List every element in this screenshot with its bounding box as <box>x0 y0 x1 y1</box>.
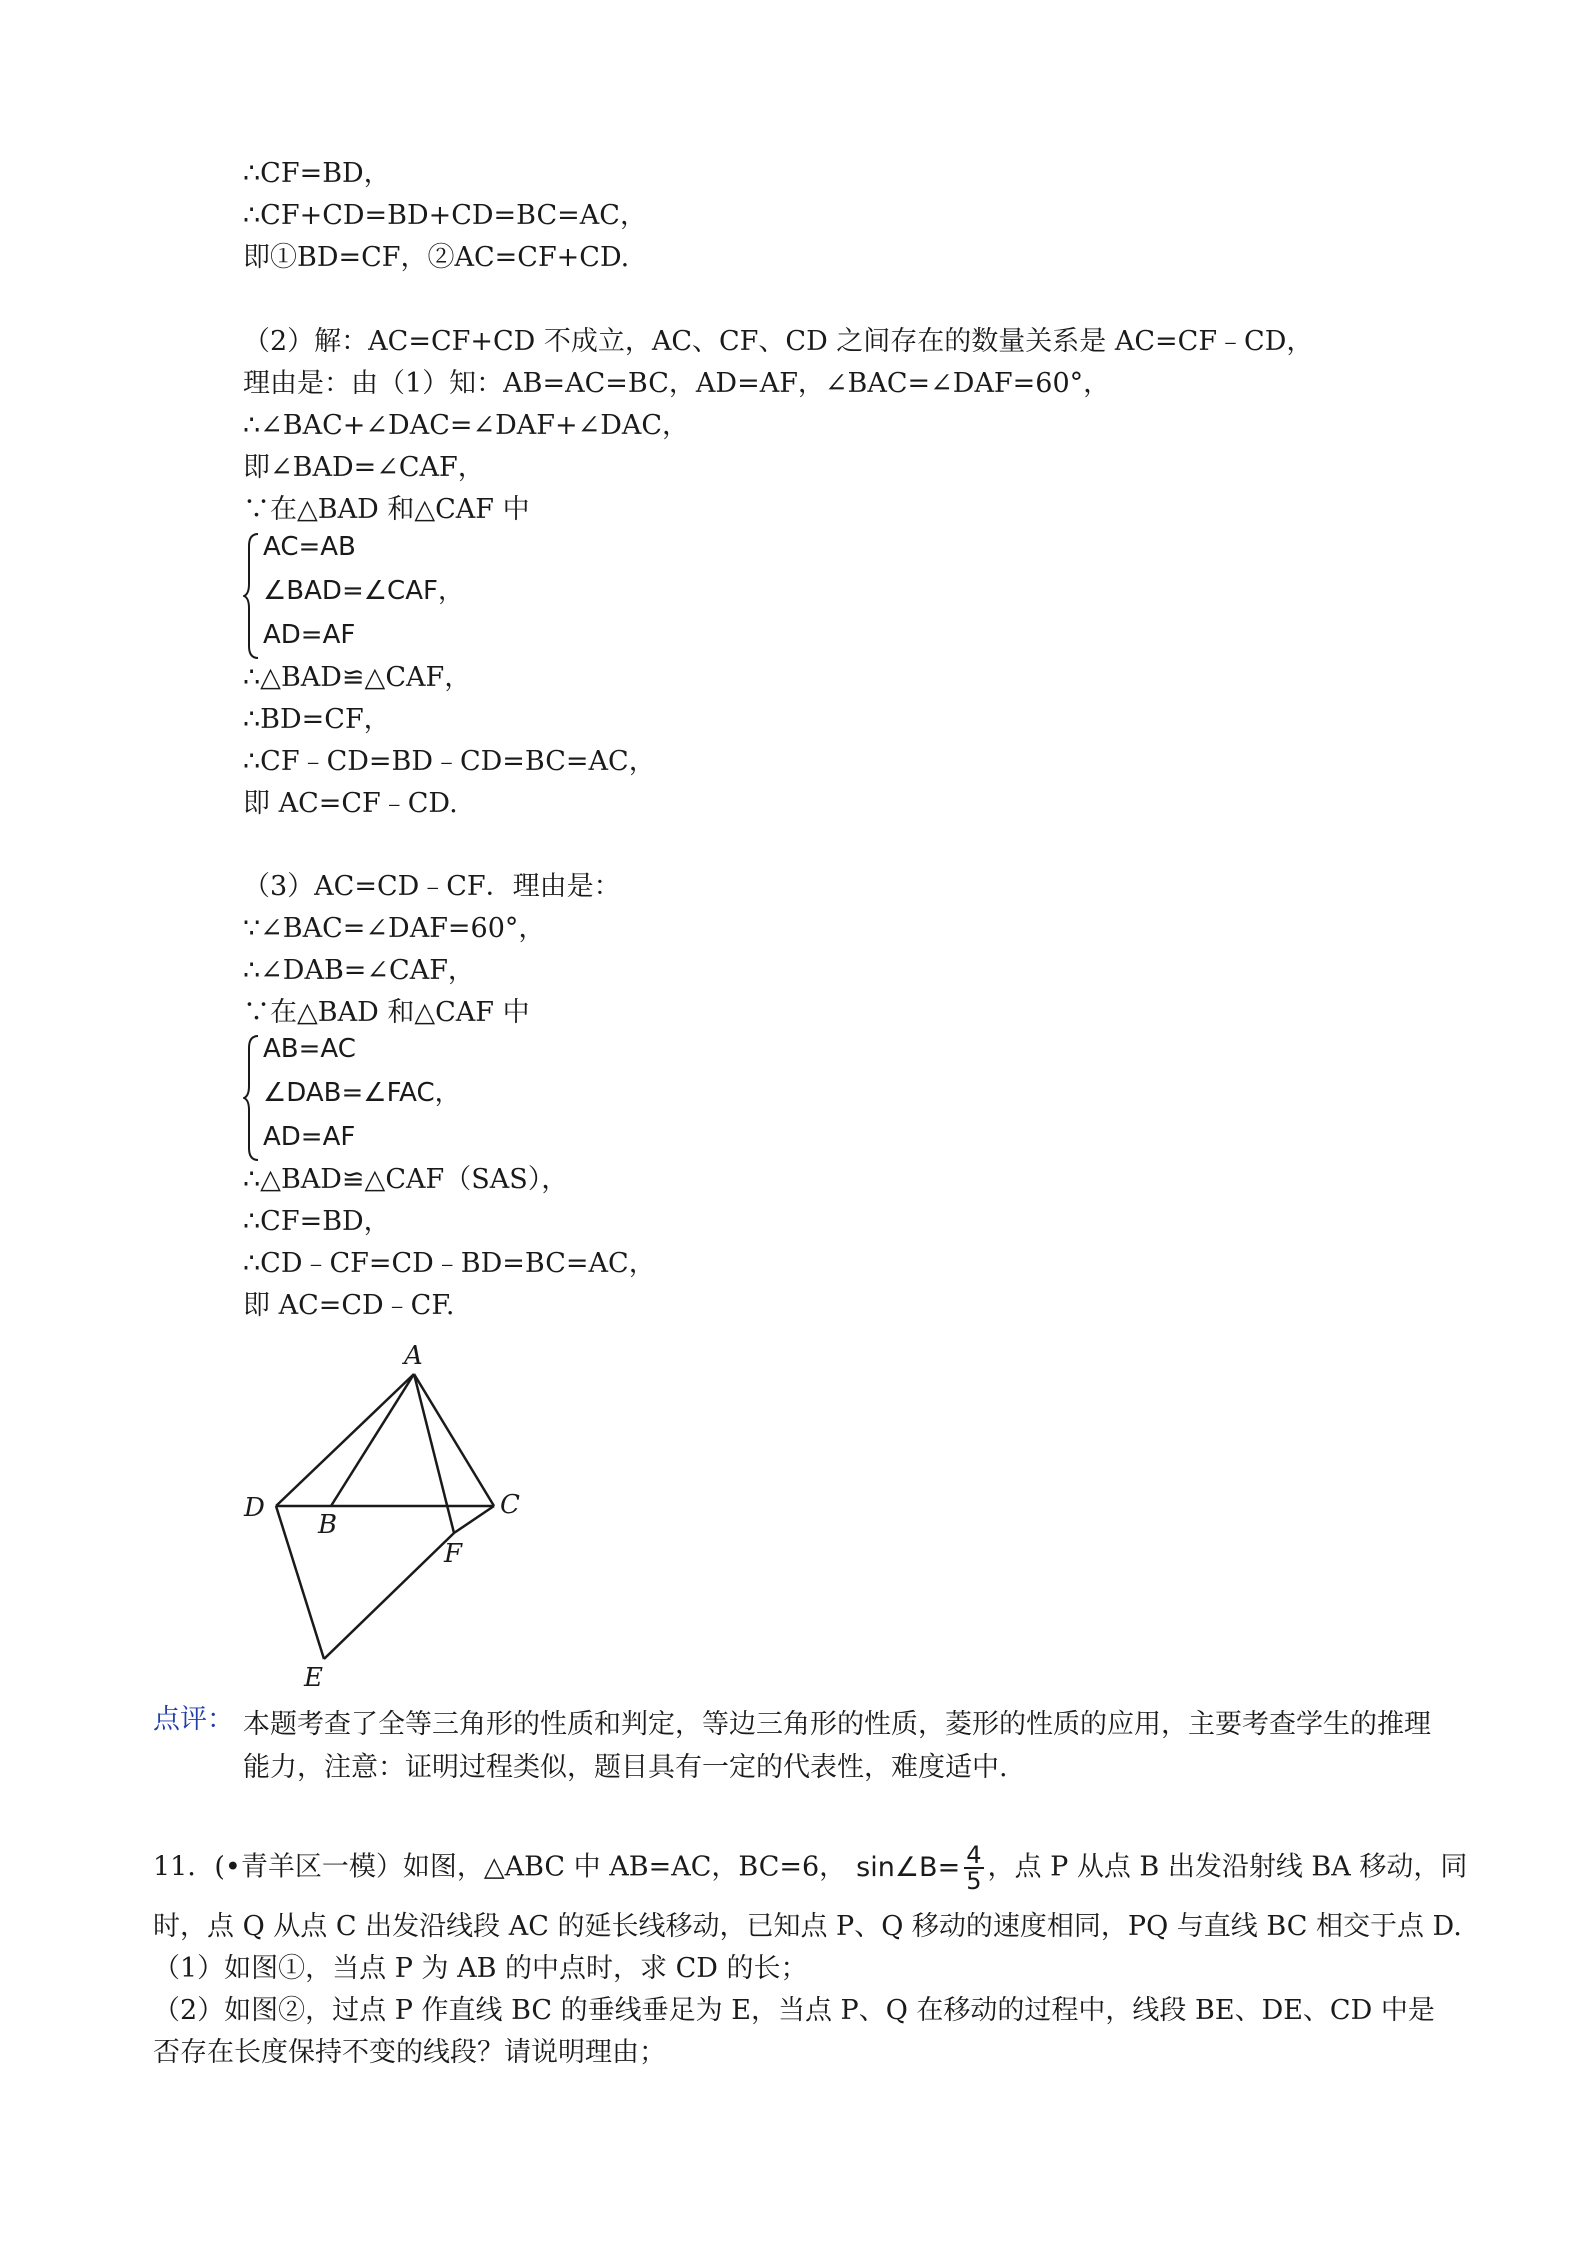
remark-text: 本题考查了全等三角形的性质和判定，等边三角形的性质，菱形的性质的应用，主要考查学生的推理能力，注意：证明过程类似，题目具有一定的代表性，难度适中. <box>243 1709 1431 1783</box>
proof-line: ∵在△BAD 和△CAF 中 <box>243 997 530 1028</box>
proof-line: ∴∠DAB=∠CAF， <box>243 955 475 986</box>
proof-line: ∴CD﹣CF=CD﹣BD=BC=AC， <box>243 1248 656 1279</box>
sin-expression: sin∠B= <box>856 1851 961 1883</box>
point-label-E: E <box>304 1663 323 1693</box>
proof-line: 理由是：由（1）知：AB=AC=BC，AD=AF，∠BAC=∠DAF=60°， <box>243 368 1111 399</box>
proof-line: （2）解：AC=CF+CD 不成立，AC、CF、CD 之间存在的数量关系是 AC=CF﹣CD， <box>243 326 1314 357</box>
fraction-denominator: 5 <box>966 1867 982 1895</box>
proof-line: ∵∠BAC=∠DAF=60°， <box>243 913 546 944</box>
question-line: 否存在长度保持不变的线段？请说明理由； <box>153 2037 666 2068</box>
proof-line: ∴CF=BD， <box>243 1206 391 1237</box>
proof-line: ∴CF﹣CD=BD﹣CD=BC=AC， <box>243 746 656 777</box>
question-line: （1）如图①，当点 P 为 AB 的中点时，求 CD 的长； <box>153 1953 808 1984</box>
proof-line: ∵在△BAD 和△CAF 中 <box>243 494 530 525</box>
question-line: （2）如图②，过点 P 作直线 BC 的垂线垂足为 E，当点 P、Q 在移动的过程中，线段 BE、DE、CD 中是 <box>153 1995 1435 2026</box>
system-row: AD=AF <box>263 620 356 650</box>
proof-line: ∴CF=BD， <box>243 158 391 189</box>
segment-AD <box>276 1374 414 1506</box>
proof-line: ∴△BAD≌△CAF， <box>243 662 472 693</box>
point-label-A: A <box>404 1341 423 1371</box>
left-brace-icon <box>243 1034 261 1162</box>
proof-line: （3）AC=CD﹣CF．理由是： <box>243 871 621 902</box>
question-text: 11．(•青羊区一模）如图，△ABC 中 AB=AC，BC=6， <box>153 1851 847 1883</box>
question-text: ，点 P 从点 B 出发沿射线 BA 移动，同 <box>987 1851 1468 1883</box>
proof-line: 即∠BAD=∠CAF， <box>243 452 485 483</box>
point-label-C: C <box>500 1490 520 1520</box>
question-11-line <box>153 1843 1467 1893</box>
equation-system-1 <box>243 532 573 660</box>
fraction <box>964 1843 983 1893</box>
system-row: ∠BAD=∠CAF， <box>263 576 464 606</box>
fraction-numerator: 4 <box>966 1841 982 1869</box>
system-row: AB=AC <box>263 1034 356 1064</box>
equation-system-2 <box>243 1034 573 1162</box>
geometry-figure <box>236 1336 536 1696</box>
proof-line: ∴∠BAC+∠DAC=∠DAF+∠DAC， <box>243 410 690 441</box>
system-row: AD=AF <box>263 1122 356 1152</box>
segment-AC <box>414 1374 494 1506</box>
left-brace-icon <box>243 532 261 660</box>
question-line: 时，点 Q 从点 C 出发沿线段 AC 的延长线移动，已知点 P、Q 移动的速度相同，PQ 与直线 BC 相交于点 D. <box>153 1911 1462 1942</box>
proof-line: ∴CF+CD=BD+CD=BC=AC， <box>243 200 647 231</box>
proof-line: 即 AC=CF﹣CD. <box>243 788 458 819</box>
point-label-F: F <box>444 1539 463 1569</box>
segment-AF <box>414 1374 454 1533</box>
segment-EF <box>324 1533 454 1659</box>
point-label-B: B <box>318 1510 338 1540</box>
proof-line: ∴BD=CF， <box>243 704 391 735</box>
system-row: ∠DAB=∠FAC， <box>263 1078 461 1108</box>
system-row: AC=AB <box>263 532 356 562</box>
proof-line: 即①BD=CF，②AC=CF+CD. <box>243 242 630 273</box>
segment-DE <box>276 1506 324 1659</box>
proof-line: ∴△BAD≌△CAF（SAS）， <box>243 1164 569 1195</box>
remark-label: 点评： <box>153 1704 234 1735</box>
proof-line: 即 AC=CD﹣CF. <box>243 1290 455 1321</box>
segment-CF <box>454 1506 494 1533</box>
point-label-D: D <box>244 1493 265 1523</box>
